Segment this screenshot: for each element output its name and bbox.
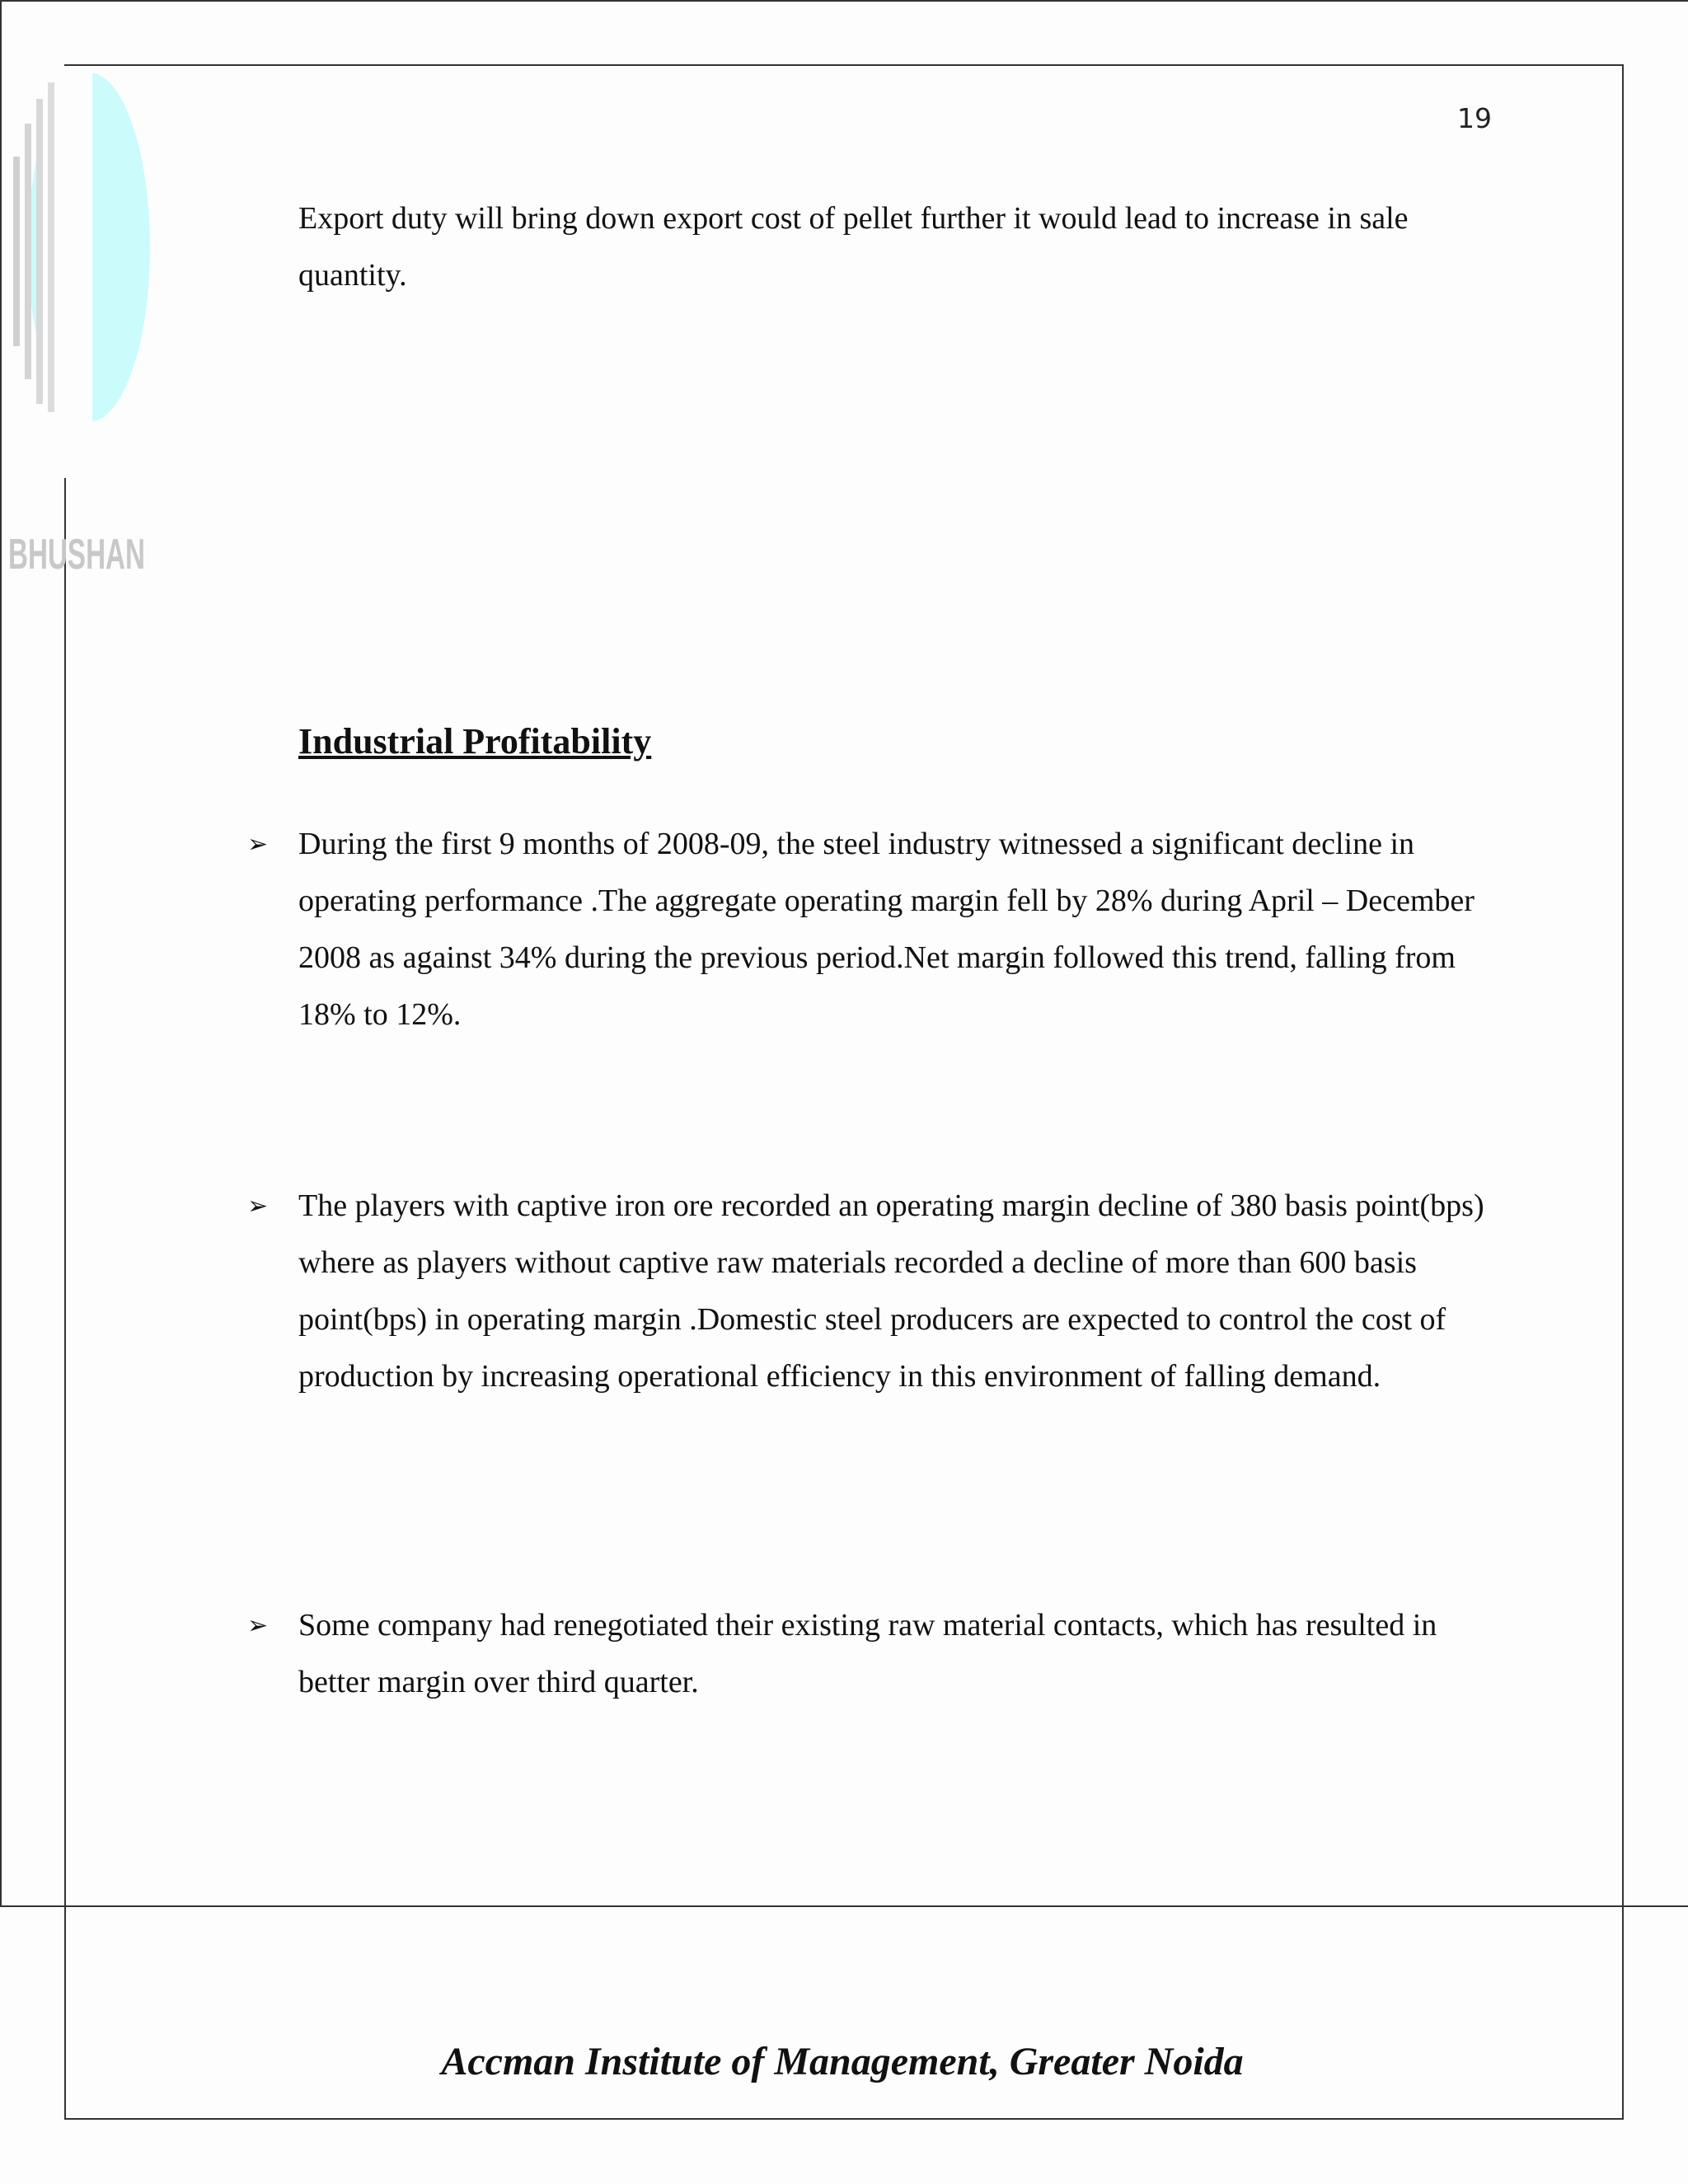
- intro-paragraph: Export duty will bring down export cost of pellet further it would lead to increase in sale quantity.: [298, 201, 1409, 293]
- bullet-paragraph: The players with captive iron ore recorded an operating margin decline of 380 basis point(bps) where as players without captive raw materials recorded a decline of more than 600 basis point(bps) in operating margin .Domestic steel producers are expected to control the cost of production by increasing operational efficiency in this environment of falling demand.: [298, 1188, 1484, 1394]
- page-number: 19: [1457, 102, 1492, 134]
- bullet-arrow-icon: ➢: [247, 1611, 269, 1640]
- inner-page-border: [64, 64, 1624, 2120]
- section-heading: Industrial Profitability: [298, 721, 652, 762]
- bhushan-logo-watermark: [7, 33, 147, 585]
- bullet-arrow-icon: ➢: [247, 1192, 269, 1221]
- logo-text: BHUSHAN: [8, 531, 145, 579]
- bullet-paragraph: During the first 9 months of 2008-09, the steel industry witnessed a significant decline in operating performance .The aggregate operating margin fell by 28% during April – December 2008 as against 34% during the previous period.Net margin followed this trend, falling from 18% to 12%.: [298, 827, 1475, 1032]
- page-footer: Accman Institute of Management, Greater Noida: [441, 2040, 1244, 2083]
- bullet-arrow-icon: ➢: [247, 830, 269, 859]
- bullet-paragraph: Some company had renegotiated their existing raw material contacts, which has resulted in better margin over third quarter.: [298, 1608, 1437, 1699]
